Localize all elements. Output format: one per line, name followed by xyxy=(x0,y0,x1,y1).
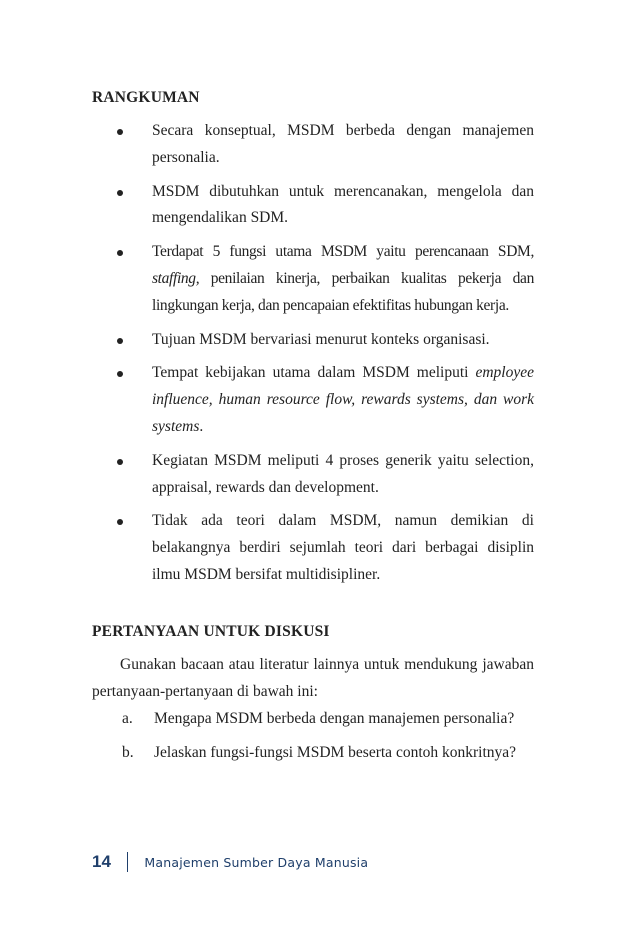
discussion-intro: Gunakan bacaan atau literatur lainnya untuk mendukung jawaban pertanyaan-pertanyaan di bawah ini: xyxy=(92,656,534,700)
bullet-icon xyxy=(117,250,123,256)
footer-divider xyxy=(127,852,129,872)
summary-heading: RANGKUMAN xyxy=(92,89,200,106)
bullet-text: MSDM dibutuhkan untuk merencanakan, mengelola dan mengendalikan SDM. xyxy=(152,182,534,227)
question-text: Jelaskan fungsi-fungsi MSDM beserta contoh konkritnya? xyxy=(154,743,517,761)
bullet-text: Kegiatan MSDM meliputi 4 proses generik yaitu selection, appraisal, rewards dan development. xyxy=(152,451,534,496)
page-number: 14 xyxy=(92,852,111,871)
bullet-icon xyxy=(117,459,123,465)
bullet-icon xyxy=(117,190,123,196)
summary-bullet xyxy=(92,327,534,354)
bullet-icon xyxy=(117,519,123,525)
question-text: Mengapa MSDM berbeda dengan manajemen personalia? xyxy=(154,710,515,727)
bullet-italic-text: employee influence, human resource flow, rewards systems, dan work systems xyxy=(152,364,534,435)
summary-bullet xyxy=(92,360,534,440)
bullet-text: penilaian kinerja, perbaikan kualitas pekerja dan lingkungan kerja, dan pencapaian efektifitas hubungan kerja. xyxy=(152,269,534,314)
bullet-icon xyxy=(117,371,123,377)
bullet-text: Tujuan MSDM bervariasi menurut konteks organisasi. xyxy=(152,330,490,348)
summary-bullet xyxy=(92,508,534,588)
summary-bullet xyxy=(92,118,534,172)
question-item xyxy=(92,740,534,767)
book-title: Manajemen Sumber Daya Manusia xyxy=(144,854,369,870)
bullet-text: Secara konseptual, MSDM berbeda dengan manajemen personalia. xyxy=(152,122,534,166)
bullet-text: Tidak ada teori dalam MSDM, namun demikian di belakangnya berdiri sejumlah teori dari berbagai disiplin ilmu MSDM bersifat multidisipliner. xyxy=(152,512,534,583)
question-item xyxy=(92,706,534,733)
bullet-italic-text: staffing, xyxy=(152,269,200,287)
page-footer xyxy=(92,850,368,874)
bullet-icon xyxy=(117,129,123,135)
summary-bullet xyxy=(92,239,534,319)
summary-bullet xyxy=(92,448,534,502)
question-list xyxy=(92,706,534,774)
discussion-heading: PERTANYAAN UNTUK DISKUSI xyxy=(92,623,330,640)
bullet-icon xyxy=(117,338,123,344)
summary-bullet xyxy=(92,179,534,233)
question-marker: a. xyxy=(122,710,133,727)
bullet-text: Terdapat 5 fungsi utama MSDM yaitu perencanaan SDM, xyxy=(152,243,534,261)
question-marker: b. xyxy=(122,743,134,761)
summary-list xyxy=(92,118,534,596)
bullet-text: Tempat kebijakan utama dalam MSDM meliputi xyxy=(152,364,476,382)
bullet-text: . xyxy=(199,417,204,435)
